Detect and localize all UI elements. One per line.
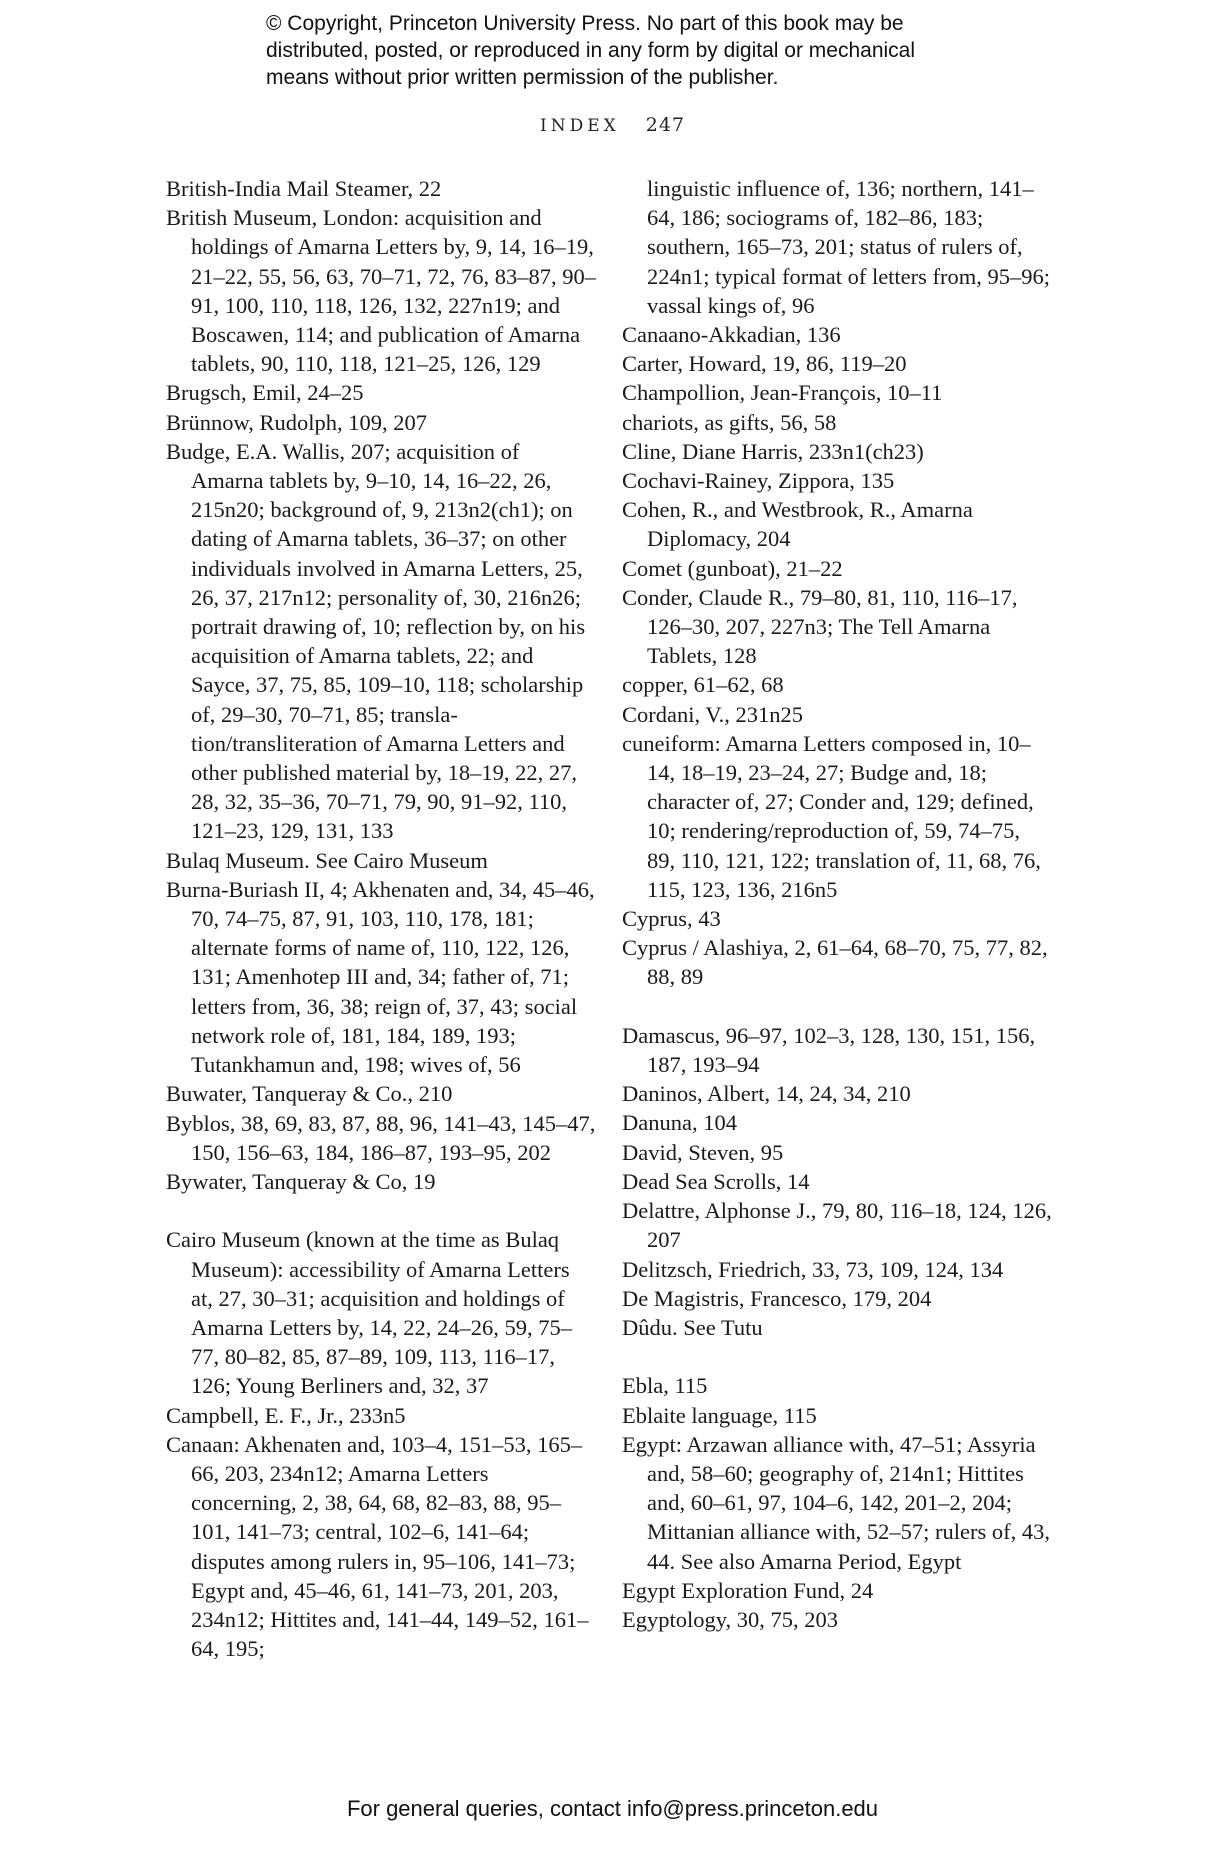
index-entry: British-India Mail Steamer, 22: [166, 176, 442, 201]
index-entry: Budge, E.A. Wallis, 207; acquisition of Amarna tablets by, 9–10, 14, 16–22, 26, 215n20; background of, 9, 213n2(ch1); on dating of Amarna tablets, 36–37; on other individuals involved in Amarna Letters, 25, 26, 37, 217n12; personality of, 30, 216n26; portrait drawing of, 10; reflection by, on his acquisition of Amarna tablets, 22; and Sayce, 37, 75, 85, 109–10, 118; scholarship of, 29–30, 70–71, 85; translation/transliteration of Amarna Letters and other published material by, 18–19, 22, 27, 28, 32, 35–36, 70–71, 79, 90, 91–92, 110, 121–23, 129, 131, 133: [166, 438, 586, 844]
index-entry: Ebla, 115: [622, 1373, 708, 1399]
index-entry: British Museum, London: acquisition and holdings of Amarna Letters by, 9, 14, 16–19, 21–22, 55, 56, 63, 70–71, 72, 76, 83–87, 90–91, 100, 110, 118, 126, 132, 227n19; and Boscawen, 114; and publication of Amarna tablets, 90, 110, 118, 121–25, 126, 129: [166, 205, 596, 377]
index-entry: Campbell, E. F., Jr., 233n5: [166, 1402, 406, 1428]
index-entry: copper, 61–62, 68: [622, 672, 784, 698]
index-entry: Cairo Museum (known at the time as Bulaq Museum): accessibility of Amarna Letters at, 27, 30–31; acquisition and holdings of Amarna Letters by, 14, 22, 24–26, 59, 75–77, 80–82, 85, 87–89, 109, 113, 116–17, 126; Young Berliners and, 32, 37: [166, 1227, 572, 1399]
index-entry: Comet (gunboat), 21–22: [622, 555, 843, 581]
index-entry: Delitzsch, Friedrich, 33, 73, 109, 124, 134: [622, 1256, 1004, 1282]
index-entry: Conder, Claude R., 79–80, 81, 110, 116–17, 126–30, 207, 227n3; The Tell Amarna Tablets, 128: [622, 584, 1018, 669]
index-entry: Brünnow, Rudolph, 109, 207: [166, 409, 428, 435]
index-entry: Eblaite language, 115: [622, 1402, 817, 1428]
index-entry: David, Steven, 95: [622, 1139, 784, 1165]
index-entry-continuation: linguistic influence of, 136; northern, 141–64, 186; sociograms of, 182–86, 183; southern, 165–73, 201; status of rulers of, 224n1; typical format of letters from, 95–96; vassal kings of, 96: [647, 176, 1051, 318]
index-entry: chariots, as gifts, 56, 58: [622, 409, 837, 435]
index-entry: Cohen, R., and Westbrook, R., Amarna Diplomacy, 204: [622, 497, 973, 552]
index-entry: Byblos, 38, 69, 83, 87, 88, 96, 141–43, 145–47, 150, 156–63, 184, 186–87, 193–95, 202: [166, 1110, 596, 1165]
index-entry: Damascus, 96–97, 102–3, 128, 130, 151, 156, 187, 193–94: [622, 1022, 1036, 1078]
letter-group-gap: [622, 992, 1052, 1021]
running-head: [0, 114, 1225, 136]
index-entry: Cochavi-Rainey, Zippora, 135: [622, 468, 895, 494]
index-column-left: [166, 174, 596, 1663]
letter-group-gap: [166, 1196, 596, 1225]
index-entry: Daninos, Albert, 14, 24, 34, 210: [622, 1081, 911, 1107]
index-entry: cuneiform: Amarna Letters composed in, 10–14, 18–19, 23–24, 27; Budge and, 18; character of, 27; Conder and, 129; defined, 10; rendering/reproduction of, 59, 74–75, 89, 110, 121, 122; translation of, 11, 68, 76, 115, 123, 136, 216n5: [622, 730, 1041, 902]
index-entry: Cline, Diane Harris, 233n1(ch23): [622, 438, 924, 464]
index-entry: Bulaq Museum. See Cairo Museum: [166, 847, 488, 873]
index-entry: Carter, Howard, 19, 86, 119–20: [622, 351, 907, 377]
footer-contact: For general queries, contact info@press.princeton.edu: [346, 1796, 879, 1821]
index-entry: Brugsch, Emil, 24–25: [166, 380, 364, 406]
index-entry: Canaan: Akhenaten and, 103–4, 151–53, 165–66, 203, 234n12; Amarna Letters concerning, 2, 38, 64, 68, 82–83, 88, 95–101, 141–73; central, 102–6, 141–64; disputes among rulers in, 95–106, 141–73; Egypt and, 45–46, 61, 141–73, 201, 203, 234n12; Hittites and, 141–44, 149–52, 161–64, 195;: [166, 1431, 589, 1662]
index-entry: Buwater, Tanqueray & Co., 210: [166, 1081, 453, 1107]
index-entry: Bywater, Tanqueray & Co, 19: [166, 1168, 436, 1194]
running-title: INDEX: [540, 116, 620, 136]
index-entry: Egyptology, 30, 75, 203: [622, 1606, 839, 1632]
index-entry: Danuna, 104: [622, 1110, 737, 1136]
page-number: 247: [645, 114, 685, 136]
index-entry: Egypt: Arzawan alliance with, 47–51; Assyria and, 58–60; geography of, 214n1; Hittites and, 60–61, 97, 104–6, 142, 201–2, 204; Mittanian alliance with, 52–57; rulers of, 43, 44. See also Amarna Period, Egypt: [622, 1431, 1051, 1574]
index-entry: Dead Sea Scrolls, 14: [622, 1168, 810, 1194]
index-entry: Cyprus, 43: [622, 906, 721, 932]
letter-group-gap: [622, 1342, 1052, 1371]
index-entry: Dûdu. See Tutu: [622, 1314, 763, 1340]
index-column-right: [622, 174, 1052, 1634]
index-entry: Champollion, Jean-François, 10–11: [622, 380, 943, 406]
index-entry: Egypt Exploration Fund, 24: [622, 1577, 874, 1603]
index-entry: Cyprus / Alashiya, 2, 61–64, 68–70, 75, 77, 82, 88, 89: [622, 935, 1048, 990]
index-entry: Canaano-Akkadian, 136: [622, 322, 841, 348]
index-entry: Burna-Buriash II, 4; Akhenaten and, 34, 45–46, 70, 74–75, 87, 91, 103, 110, 178, 181; alternate forms of name of, 110, 122, 126, 131; Amenhotep III and, 34; father of, 71; letters from, 36, 38; reign of, 37, 43; social network role of, 181, 184, 189, 193; Tutankhamun and, 198; wives of, 56: [166, 876, 595, 1078]
index-entry: De Magistris, Francesco, 179, 204: [622, 1285, 932, 1311]
index-entry: Delattre, Alphonse J., 79, 80, 116–18, 124, 126, 207: [622, 1198, 1052, 1253]
index-entry: Cordani, V., 231n25: [622, 701, 804, 727]
copyright-notice: © Copyright, Princeton University Press. No part of this book may be distributed, posted, or reproduced in any form by digital or mechanical means without prior written permission of the publisher.: [266, 12, 916, 89]
